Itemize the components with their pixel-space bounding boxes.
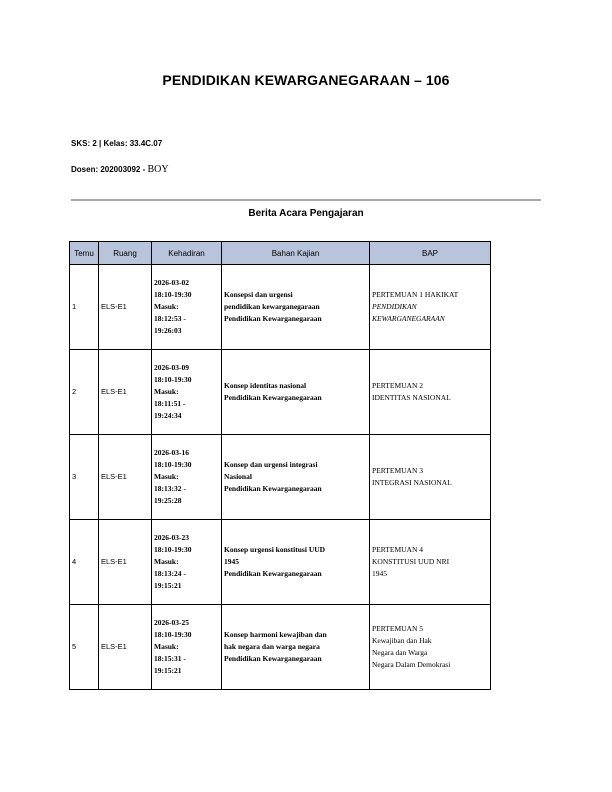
- header-kehadiran: Kehadiran: [152, 242, 222, 265]
- cell-temu: 1: [70, 265, 99, 350]
- cell-temu: 3: [70, 435, 99, 520]
- kehadiran-schedule: 18:10-19:30: [154, 545, 192, 554]
- kehadiran-in-time: 18:13:24 -: [154, 569, 186, 578]
- cell-temu: 2: [70, 350, 99, 435]
- kehadiran-out-time: 19:15:21: [154, 666, 182, 675]
- kehadiran-out-time: 19:26:03: [154, 326, 182, 335]
- kehadiran-date: 2026-03-23: [154, 533, 189, 542]
- kehadiran-masuk-label: Masuk:: [154, 557, 179, 566]
- kehadiran-out-time: 19:25:28: [154, 496, 182, 505]
- divider-rule: [71, 199, 541, 201]
- kehadiran-schedule: 18:10-19:30: [154, 630, 192, 639]
- bahan-line: pendidikan kewarganegaraan: [224, 302, 320, 311]
- bap-line: PERTEMUAN 4: [372, 545, 424, 554]
- document-title: PENDIDIKAN KEWARGANEGARAAN – 106: [162, 72, 450, 88]
- kehadiran-schedule: 18:10-19:30: [154, 460, 192, 469]
- section-title: Berita Acara Pengajaran: [248, 208, 364, 219]
- table-row: [70, 435, 491, 520]
- kehadiran-masuk-label: Masuk:: [154, 472, 179, 481]
- cell-bahan-kajian: [222, 265, 370, 350]
- cell-kehadiran: [152, 435, 222, 520]
- cell-bahan-kajian: [222, 435, 370, 520]
- cell-ruang: ELS-E1: [99, 435, 152, 520]
- bap-line: Negara dan Warga: [372, 648, 428, 657]
- cell-bap: [370, 265, 491, 350]
- bahan-line: Pendidikan Kewarganegaraan: [224, 484, 322, 493]
- kehadiran-schedule: 18:10-19:30: [154, 375, 192, 384]
- bap-line: Kewajiban dan Hak: [372, 636, 432, 645]
- kehadiran-out-time: 19:15:21: [154, 581, 182, 590]
- bahan-line: Nasional: [224, 472, 252, 481]
- dosen-name: BOY: [147, 164, 169, 175]
- cell-bap: [370, 605, 491, 690]
- kehadiran-out-time: 19:24:34: [154, 411, 182, 420]
- cell-temu: 4: [70, 520, 99, 605]
- kehadiran-masuk-label: Masuk:: [154, 302, 179, 311]
- cell-kehadiran: [152, 265, 222, 350]
- bahan-line: Pendidikan Kewarganegaraan: [224, 654, 322, 663]
- bahan-line: Pendidikan Kewarganegaraan: [224, 569, 322, 578]
- bap-line: KONSTITUSI UUD NRI: [372, 557, 450, 566]
- table-row: [70, 605, 491, 690]
- cell-bahan-kajian: [222, 520, 370, 605]
- cell-ruang: ELS-E1: [99, 520, 152, 605]
- header-temu: Temu: [70, 242, 99, 265]
- table-row: [70, 520, 491, 605]
- cell-kehadiran: [152, 350, 222, 435]
- cell-ruang: ELS-E1: [99, 265, 152, 350]
- table-row: [70, 265, 491, 350]
- bahan-line: Konsep harmoni kewajiban dan: [224, 630, 327, 639]
- cell-ruang: ELS-E1: [99, 350, 152, 435]
- bahan-line: Konsep dan urgensi integrasi: [224, 460, 318, 469]
- kehadiran-in-time: 18:12:53 -: [154, 314, 186, 323]
- kehadiran-date: 2026-03-25: [154, 618, 189, 627]
- kehadiran-date: 2026-03-09: [154, 363, 189, 372]
- bap-line: KEWARGANEGARAAN: [372, 314, 445, 323]
- bahan-line: Konsep urgensi konstitusi UUD: [224, 545, 326, 554]
- bap-line: PERTEMUAN 1 HAKIKAT: [372, 290, 459, 299]
- cell-bap: [370, 350, 491, 435]
- header-ruang: Ruang: [99, 242, 152, 265]
- bap-line: INTEGRASI NASIONAL: [372, 478, 452, 487]
- dosen-line: [71, 164, 169, 175]
- cell-bahan-kajian: [222, 350, 370, 435]
- bap-table: [69, 241, 491, 690]
- bap-line: PERTEMUAN 2: [372, 381, 424, 390]
- cell-kehadiran: [152, 520, 222, 605]
- kehadiran-masuk-label: Masuk:: [154, 387, 179, 396]
- cell-temu: 5: [70, 605, 99, 690]
- bahan-line: Konsep identitas nasional: [224, 381, 307, 390]
- sks-kelas-line: SKS: 2 | Kelas: 33.4C.07: [71, 139, 163, 148]
- bap-line: PERTEMUAN 3: [372, 466, 424, 475]
- bahan-line: Pendidikan Kewarganegaraan: [224, 393, 322, 402]
- bap-line: Negara Dalam Demokrasi: [372, 660, 451, 669]
- kehadiran-masuk-label: Masuk:: [154, 642, 179, 651]
- kehadiran-schedule: 18:10-19:30: [154, 290, 192, 299]
- table-row: [70, 350, 491, 435]
- cell-bap: [370, 435, 491, 520]
- bap-line: PERTEMUAN 5: [372, 624, 424, 633]
- header-bahan-kajian: Bahan Kajian: [222, 242, 370, 265]
- kehadiran-in-time: 18:11:51 -: [154, 399, 186, 408]
- kehadiran-date: 2026-03-02: [154, 278, 189, 287]
- header-bap: BAP: [370, 242, 491, 265]
- bahan-line: hak negara dan warga negara: [224, 642, 320, 651]
- bap-line: PENDIDIKAN: [372, 302, 417, 311]
- cell-ruang: ELS-E1: [99, 605, 152, 690]
- cell-bahan-kajian: [222, 605, 370, 690]
- cell-bap: [370, 520, 491, 605]
- cell-kehadiran: [152, 605, 222, 690]
- dosen-label: Dosen: 202003092 -: [71, 165, 148, 174]
- table-header-row: [70, 242, 491, 265]
- bap-line: IDENTITAS NASIONAL: [372, 393, 451, 402]
- bap-line: 1945: [372, 569, 387, 578]
- kehadiran-in-time: 18:13:32 -: [154, 484, 186, 493]
- kehadiran-in-time: 18:15:31 -: [154, 654, 186, 663]
- bahan-line: 1945: [224, 557, 239, 566]
- bahan-line: Konsepsi dan urgensi: [224, 290, 293, 299]
- kehadiran-date: 2026-03-16: [154, 448, 189, 457]
- bahan-line: Pendidikan Kewarganegaraan: [224, 314, 322, 323]
